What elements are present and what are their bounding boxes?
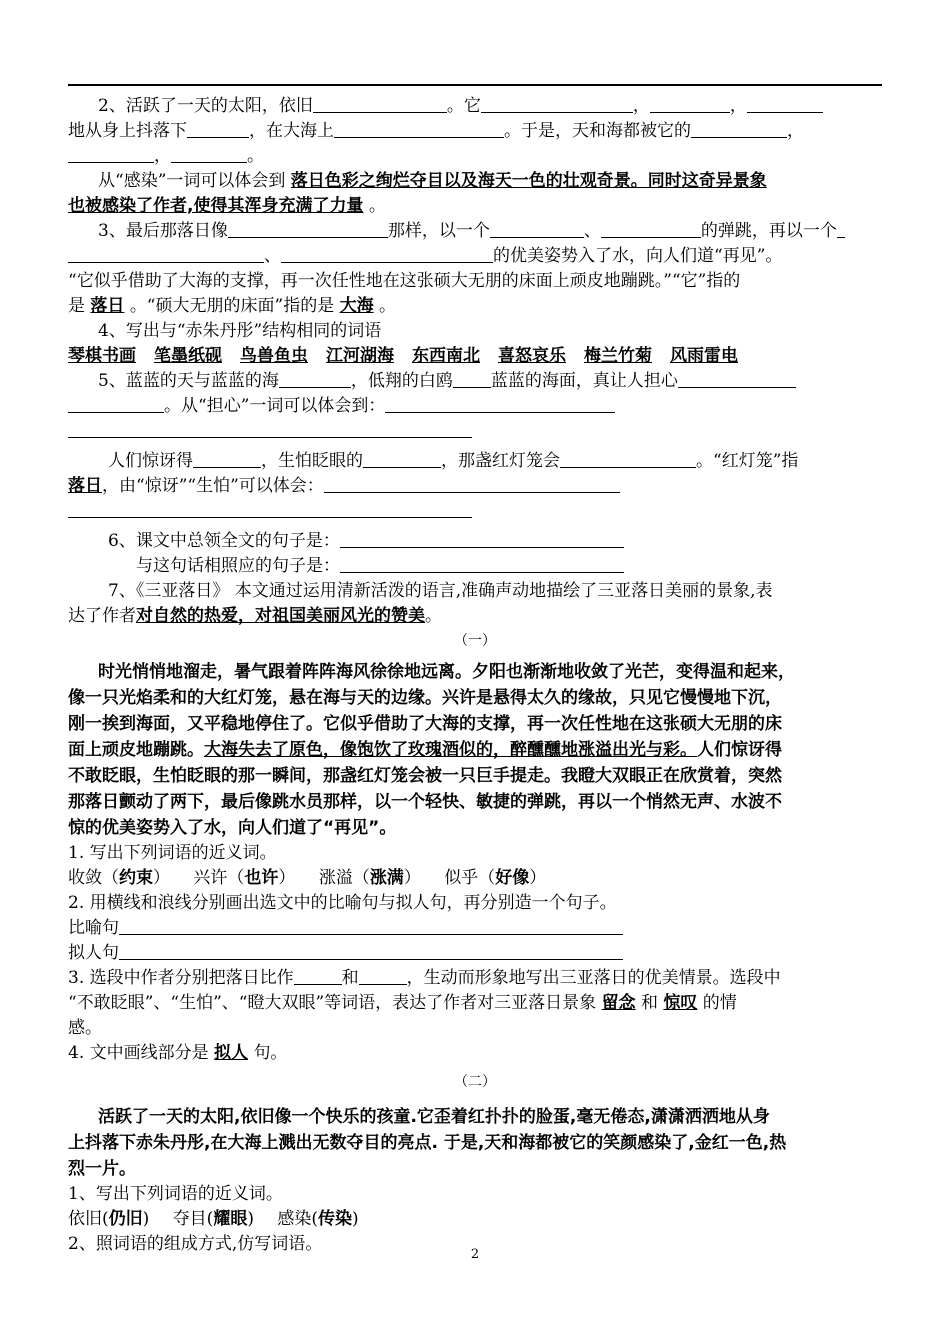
q7-line1: 7、《三亚落日》 本文通过运用清新活泼的语言,准确声动地描绘了三亚落日美丽的景象,表	[108, 581, 773, 601]
q2-infer-line2: 也被感染了作者,使得其浑身充满了力量 。	[68, 196, 386, 216]
blank[interactable]	[363, 449, 441, 468]
passage-line: 那落日颤动了两下，最后像跳水员那样，以一个轻快、敏捷的弹跳，再以一个悄然无声、水波不	[68, 792, 782, 812]
blank[interactable]	[560, 449, 696, 468]
blank[interactable]	[68, 394, 164, 413]
blank[interactable]	[313, 94, 447, 113]
section-title: （一）	[454, 633, 496, 649]
answer: 大海	[339, 296, 374, 316]
answer-word: 风雨雷电	[670, 346, 738, 366]
answer-word: 梅兰竹菊	[584, 346, 652, 366]
q5-line2: 。从“担心”一词可以体会到：	[68, 394, 882, 419]
blank[interactable]	[747, 94, 823, 113]
answer: 留念	[601, 993, 636, 1013]
passage-line: 时光悄悄地溜走，暑气跟着阵阵海风徐徐地远离。夕阳也渐渐地收敛了光芒，变得温和起来，	[98, 662, 795, 682]
blank[interactable]	[279, 369, 351, 388]
blank[interactable]	[340, 554, 624, 573]
q2-infer-line1: 从“感染”一词可以体会到 落日色彩之绚烂夺目以及海天一色的壮观奇景。同时这奇异景象	[98, 171, 767, 191]
blank[interactable]	[334, 119, 504, 138]
answer-word: 琴棋书画	[68, 346, 136, 366]
blank[interactable]	[340, 529, 624, 548]
answer-word: 笔墨纸砚	[154, 346, 222, 366]
underlined-sentence: 大海失去了原色，像饱饮了玫瑰酒似的，醉醺醺地涨溢出光与彩。	[204, 740, 697, 760]
answer: 约束	[119, 868, 153, 888]
blank[interactable]	[601, 219, 701, 238]
blank[interactable]	[481, 94, 633, 113]
passage-line: 活跃了一天的太阳,依旧像一个快乐的孩童.它歪着红扑扑的脸蛋,毫无倦态,潇潇洒洒地从身	[98, 1107, 770, 1127]
answer: 也被感染了作者,使得其浑身充满了力量	[68, 196, 364, 216]
q5-blank-line	[68, 419, 882, 443]
answer: 仍旧	[108, 1209, 143, 1229]
top-rule	[68, 84, 882, 86]
s2-synonyms: 依旧(仍旧) 夺目(耀眼) 感染(传染)	[68, 1209, 359, 1229]
s2-q2: 2、照词语的组成方式,仿写词语。	[68, 1234, 323, 1254]
q3-line2: 、 的优美姿势入了水，向人们道“再见”。	[68, 244, 882, 269]
q2-line3: ， 。	[68, 144, 882, 169]
blank[interactable]	[193, 449, 261, 468]
blank[interactable]	[281, 244, 493, 263]
blank[interactable]	[837, 219, 845, 238]
answer: 好像	[495, 868, 530, 888]
blank[interactable]	[68, 419, 472, 438]
blank[interactable]	[490, 219, 584, 238]
s1-q3-line3: 感。	[68, 1018, 102, 1038]
s1-q3-line2: “不敢眨眼”、“生怕”、“瞪大双眼”等词语，表达了作者对三亚落日景象 留念 和 惊叹 的情	[68, 993, 737, 1013]
answer-word: 江河湖海	[326, 346, 394, 366]
q6-line2: 与这句话相照应的句子是：	[68, 554, 882, 579]
blank[interactable]	[68, 244, 264, 263]
answer: 落日色彩之绚烂夺目以及海天一色的壮观奇景。同时这奇异景象	[290, 171, 767, 191]
blank[interactable]	[119, 916, 623, 935]
q5-line3: 人们惊讶得 ，生怕眨眼的 ，那盏红灯笼会 。“红灯笼”指	[108, 451, 799, 471]
q6-line1: 6、课文中总领全文的句子是：	[68, 529, 882, 554]
s1-q3-line1: 3. 选段中作者分别把落日比作 和 ，生动而形象地写出三亚落日的优美情景。选段中	[68, 968, 781, 988]
blank[interactable]	[187, 119, 249, 138]
answer: 拟人	[214, 1043, 249, 1063]
answer-word: 鸟兽鱼虫	[240, 346, 308, 366]
q3-line1: 3、最后那落日像 那样，以一个 、 的弹跳，再以一个	[68, 219, 882, 244]
blank[interactable]	[691, 119, 787, 138]
blank[interactable]	[228, 219, 388, 238]
q4-question: 4、写出与“赤朱丹彤”结构相同的词语	[98, 321, 382, 341]
worksheet	[68, 94, 882, 1257]
passage-line: 面上顽皮地蹦跳。大海失去了原色，像饱饮了玫瑰酒似的，醉醺醺地涨溢出光与彩。人们惊讶得	[68, 740, 782, 760]
s2-q1: 1、写出下列词语的近义词。	[68, 1184, 283, 1204]
blank[interactable]	[650, 94, 730, 113]
s1-q1: 1. 写出下列词语的近义词。	[68, 843, 277, 863]
answer: 落日	[90, 296, 125, 316]
s1-q2: 2. 用横线和浪线分别画出选文中的比喻句与拟人句，再分别造一个句子。	[68, 893, 617, 913]
s1-personify-line: 拟人句	[68, 941, 882, 966]
q5-blank-line2	[68, 499, 882, 523]
answer-word: 喜怒哀乐	[498, 346, 566, 366]
passage-line: 烈一片。	[68, 1159, 136, 1179]
answer: 涨满	[369, 868, 404, 888]
blank[interactable]	[678, 369, 796, 388]
q3-line3: “它似乎借助了大海的支撑，再一次任性地在这张硕大无朋的床面上顽皮地蹦跳。”“它”指的	[68, 271, 741, 291]
blank[interactable]	[68, 144, 154, 163]
blank[interactable]	[324, 474, 620, 493]
q3-line4: 是 落日 。“硕大无朋的床面”指的是 大海 。	[68, 296, 397, 316]
answer: 耀眼	[213, 1209, 248, 1229]
blank[interactable]	[68, 499, 472, 518]
answer: 传染	[318, 1209, 353, 1229]
blank[interactable]	[359, 966, 407, 985]
q2-line1: 2、活跃了一天的太阳，依旧 。它 ， ，	[68, 94, 882, 119]
answer: 对自然的热爱，对祖国美丽风光的赞美	[136, 606, 425, 626]
section-title: （二）	[454, 1074, 496, 1090]
blank[interactable]	[385, 394, 615, 413]
blank[interactable]	[119, 941, 623, 960]
passage-line: 上抖落下赤朱丹彤,在大海上溅出无数夺目的亮点. 于是,天和海都被它的笑颜感染了,金红一色,热	[68, 1133, 787, 1153]
q2-line2: 地从身上抖落下 ，在大海上 。于是，天和海都被它的 ，	[68, 121, 804, 141]
q5-line1: 5、蓝蓝的天与蓝蓝的海 ，低翔的白鸥 蓝蓝的海面，真让人担心	[68, 369, 882, 394]
answer-word: 东西南北	[412, 346, 480, 366]
blank[interactable]	[171, 144, 247, 163]
answer: 也许	[244, 868, 279, 888]
answer: 惊叹	[663, 993, 698, 1013]
passage-line: 不敢眨眼，生怕眨眼的那一瞬间，那盏红灯笼会被一只巨手提走。我瞪大双眼正在欣赏着，突然	[68, 766, 782, 786]
passage-line: 像一只光焰柔和的大红灯笼，悬在海与天的边缘。兴许是悬得太久的缘故，只见它慢慢地下沉，	[68, 688, 782, 708]
passage-line: 惊的优美姿势入了水，向人们道了“再见”。	[68, 818, 397, 838]
blank[interactable]	[453, 369, 491, 388]
s1-synonyms: 收敛（约束） 兴许（也许） 涨溢（涨满） 似乎（好像）	[68, 868, 547, 888]
s1-q4: 4. 文中画线部分是 拟人 句。	[68, 1043, 288, 1063]
q4-answers	[68, 344, 882, 369]
q5-line4: 落日，由“惊讶”“生怕”可以体会：	[68, 474, 882, 499]
page-number: 2	[470, 1247, 480, 1262]
s1-metaphor-line: 比喻句	[68, 916, 882, 941]
q7-line2: 达了作者对自然的热爱，对祖国美丽风光的赞美。	[68, 606, 442, 626]
passage-line: 刚一挨到海面，又平稳地停住了。它似乎借助了大海的支撑，再一次任性地在这张硕大无朋的床	[68, 714, 782, 734]
answer: 落日	[68, 476, 102, 496]
blank[interactable]	[294, 966, 342, 985]
